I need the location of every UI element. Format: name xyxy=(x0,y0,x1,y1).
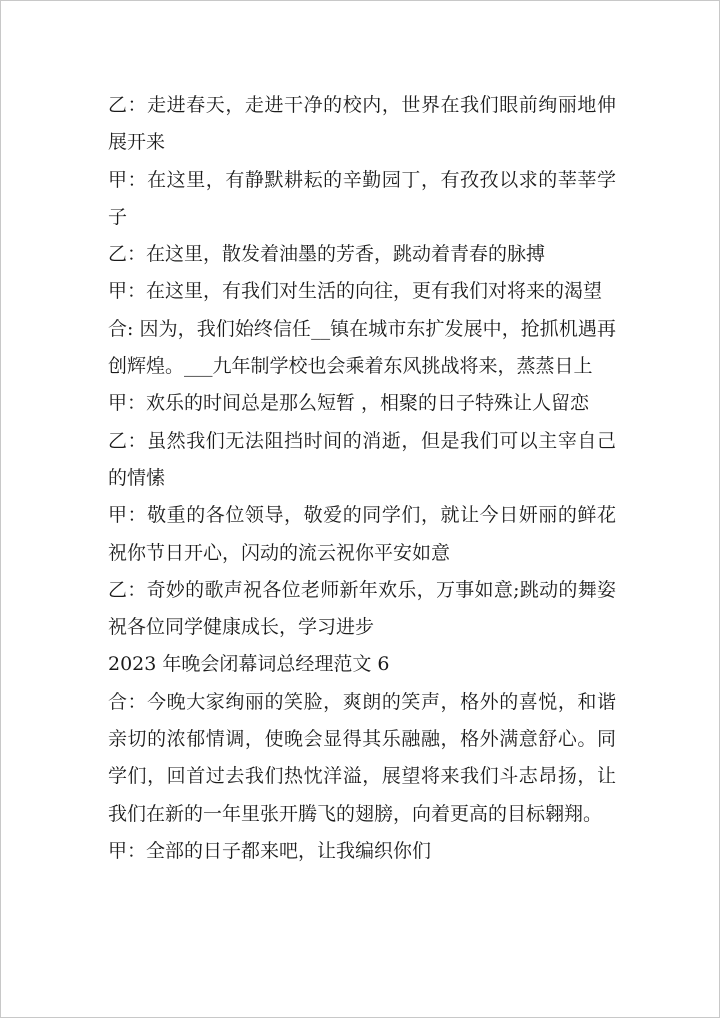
paragraph-line: 乙：虽然我们无法阻挡时间的消逝，但是我们可以主宰自己的情愫 xyxy=(108,429,616,489)
paragraph-line: 合: 因为，我们始终信任__镇在城市东扩发展中，抢抓机遇再创辉煌。___九年制学校也会乘着东风挑战将来，蒸蒸日上 xyxy=(108,317,616,378)
paragraph-line: 甲：敬重的各位领导，敬爱的同学们，就让今日妍丽的鲜花祝你节日开心，闪动的流云祝你平安如意 xyxy=(108,504,616,564)
paragraph-line: 合：今晚大家绚丽的笑脸，爽朗的笑声，格外的喜悦，和谐亲切的浓郁情调，使晚会显得其乐融融，格外满意舒心。同学们，回首过去我们热忱洋溢，展望将来我们斗志昂扬，让我们在新的一年里张开腾飞的翅膀，向着更高的目标翱翔。 xyxy=(108,690,616,825)
paragraph-line: 甲：在这里，有我们对生活的向往，更有我们对将来的渴望 xyxy=(108,280,603,303)
paragraph-line: 甲：欢乐的时间总是那么短暂 ，相聚的日子特殊让人留恋 xyxy=(108,392,590,415)
paragraph-line: 甲：在这里，有静默耕耘的辛勤园丁，有孜孜以求的莘莘学子 xyxy=(108,168,616,228)
document-body xyxy=(108,87,616,870)
paragraph-line: 乙：奇妙的歌声祝各位老师新年欢乐，万事如意;跳动的舞姿祝各位同学健康成长，学习进步 xyxy=(108,578,616,639)
section-heading: 2023 年晚会闭幕词总经理范文 6 xyxy=(108,653,390,676)
paragraph-line: 甲：全部的日子都来吧，让我编织你们 xyxy=(108,839,432,862)
paragraph-line: 乙：走进春天，走进干净的校内，世界在我们眼前绚丽地伸展开来 xyxy=(108,94,616,154)
paragraph-line: 乙：在这里，散发着油墨的芳香，跳动着青春的脉搏 xyxy=(108,243,546,266)
